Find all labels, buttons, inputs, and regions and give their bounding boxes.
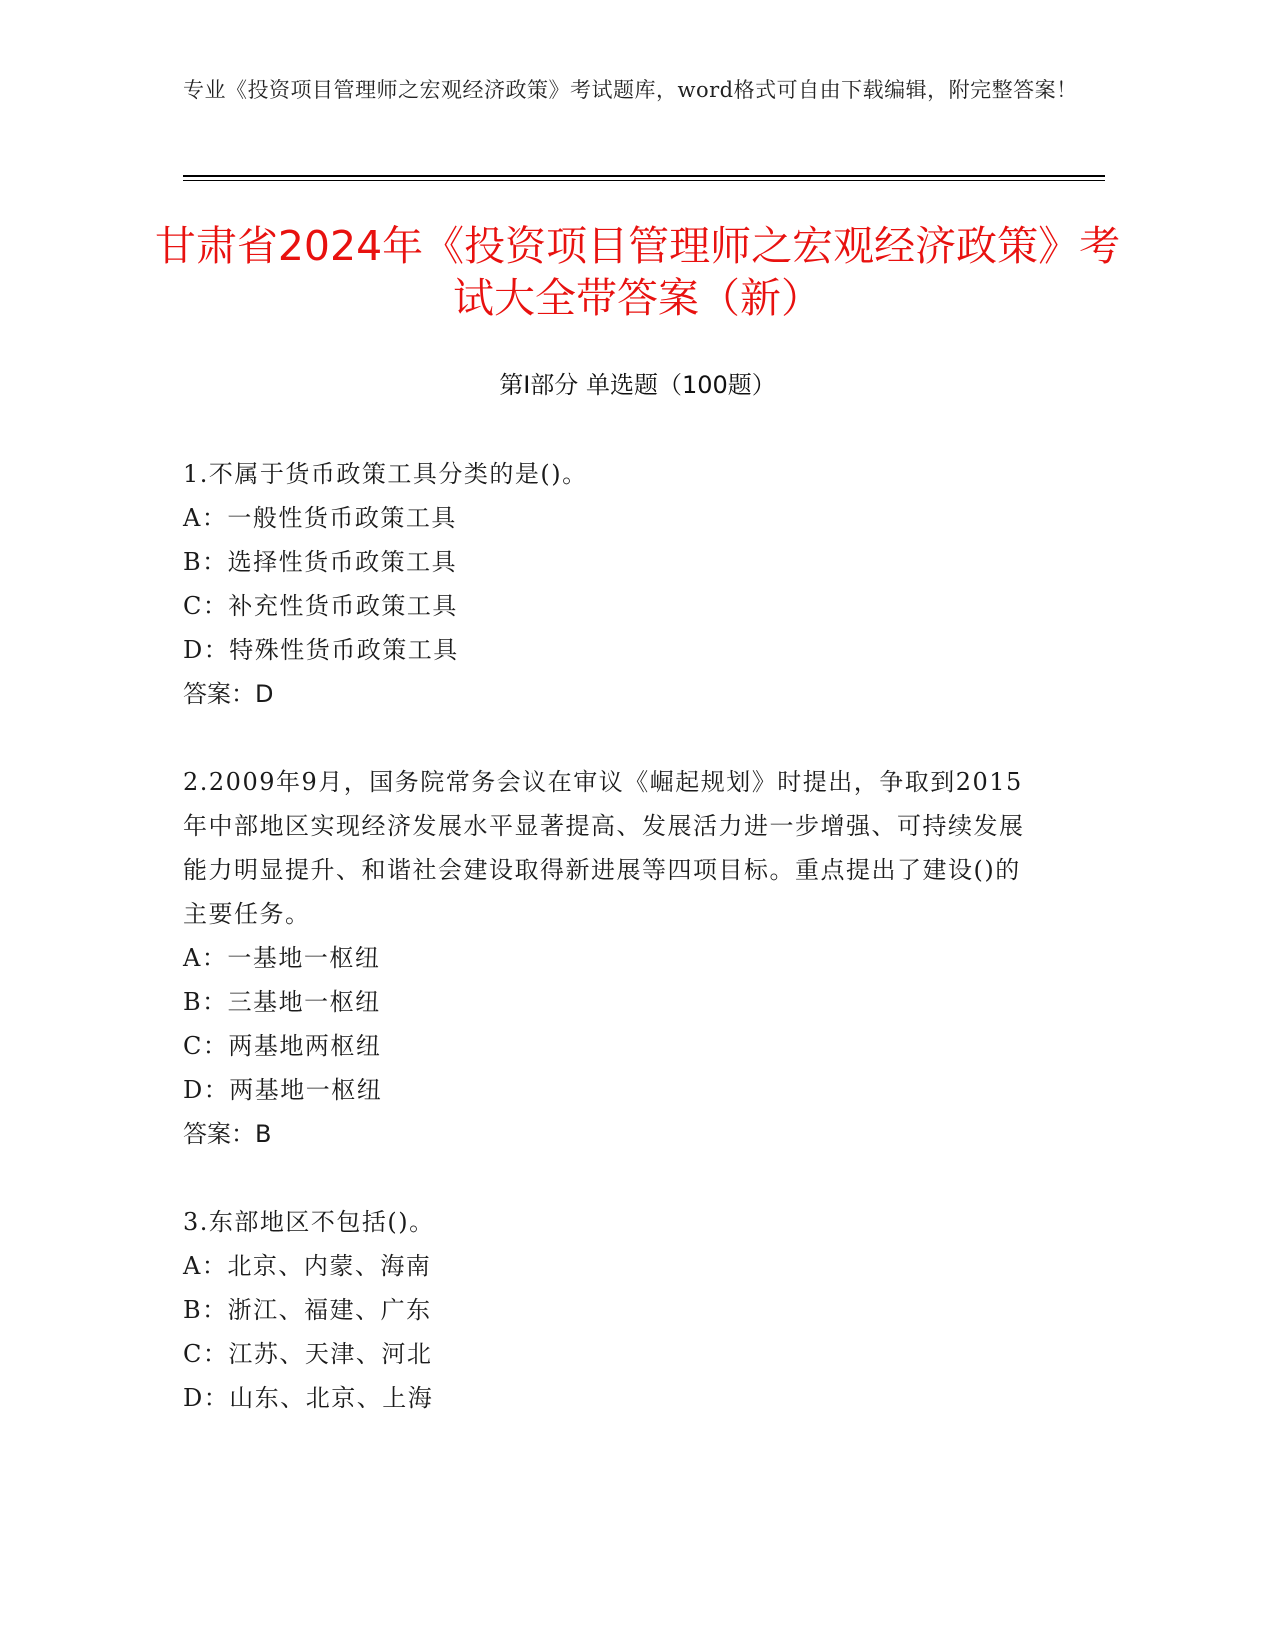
answer: 答案：B (183, 1120, 272, 1148)
question-stem: 2.2009年9月，国务院常务会议在审议《崛起规划》时提出，争取到2015年中部地区实现经济发展水平显著提高、发展活力进一步增强、可持续发展能力明显提升、和谐社会建设取得新进展等四项目标。重点提出了建设()的主要任务。 (183, 768, 1025, 928)
option-d: D：两基地一枢纽 (183, 1076, 383, 1104)
option-c: C：两基地两枢纽 (183, 1032, 382, 1060)
question-2 (183, 760, 1043, 1156)
question-3 (183, 1200, 1043, 1420)
section-heading: 第I部分 单选题（100题） (499, 371, 776, 399)
header-divider-thin (183, 180, 1105, 181)
option-b: B：三基地一枢纽 (183, 988, 381, 1016)
option-a: A：一般性货币政策工具 (183, 504, 457, 532)
header-divider-thick (183, 175, 1105, 177)
question-stem: 1.不属于货币政策工具分类的是()。 (183, 460, 588, 488)
option-a: A：北京、内蒙、海南 (183, 1252, 432, 1280)
option-b: B：浙江、福建、广东 (183, 1296, 432, 1324)
question-stem: 3.东部地区不包括()。 (183, 1208, 435, 1236)
option-d: D：特殊性货币政策工具 (183, 636, 459, 664)
header-note: 专业《投资项目管理师之宏观经济政策》考试题库，word格式可自由下载编辑，附完整答案！ (183, 78, 1078, 102)
option-b: B：选择性货币政策工具 (183, 548, 458, 576)
question-list (183, 452, 1043, 1464)
option-c: C：补充性货币政策工具 (183, 592, 458, 620)
document-title: 甘肃省2024年《投资项目管理师之宏观经济政策》考试大全带答案（新） (154, 222, 1121, 322)
question-1 (183, 452, 1043, 716)
option-a: A：一基地一枢纽 (183, 944, 381, 972)
answer: 答案：D (183, 680, 274, 708)
option-d: D：山东、北京、上海 (183, 1384, 434, 1412)
option-c: C：江苏、天津、河北 (183, 1340, 433, 1368)
